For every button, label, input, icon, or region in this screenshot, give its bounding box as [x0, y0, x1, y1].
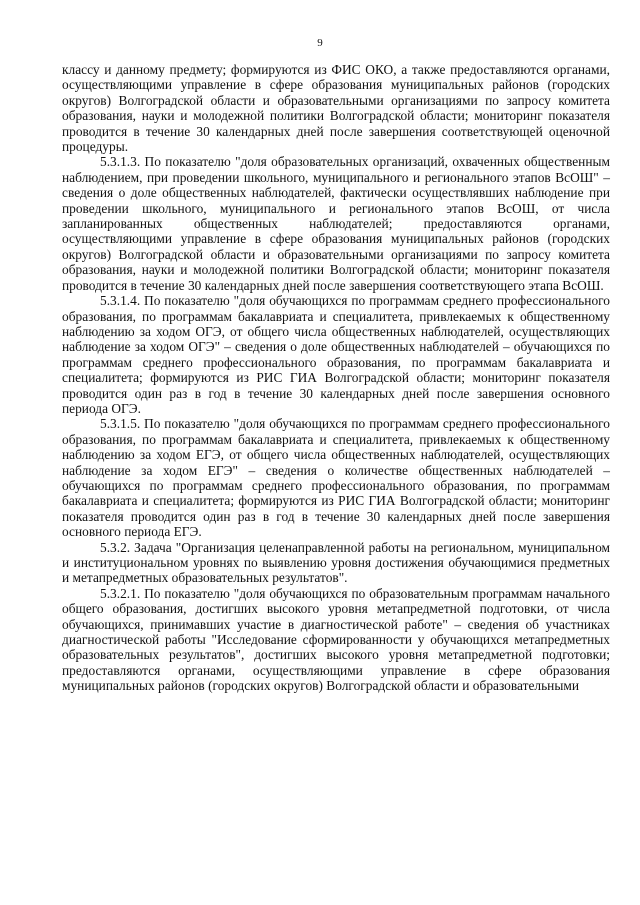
document-body [62, 62, 610, 694]
paragraph-5-3-2-1: 5.3.2.1. По показателю "доля обучающихся по образовательным программам начального общего образования, достигших высокого уровня метапредметной подготовки, от числа обучающихся, принимавших участие в диагностической работе" – сведения об участниках диагностической работы "Исследование сформированности у обучающихся метапредметных образовательных результатов", достигших высокого уровня метапредметной подготовки; предоставляются органами, осуществляющими управление в сфере образования муниципальных районов (городских округов) Волгоградской области и образовательными [62, 585, 610, 694]
paragraph-5-3-1-4: 5.3.1.4. По показателю "доля обучающихся по программам среднего профессионального образования, по программам бакалавриата и специалитета, привлекаемых к общественному наблюдению за ходом ОГЭ, от общего числа общественных наблюдателей, осуществляющих наблюдение за ходом ОГЭ" – сведения о доле общественных наблюдателей – обучающихся по программам среднего профессионального образования, по программам бакалавриата и специалитета; формируются из РИС ГИА Волгоградской области; мониторинг показателя проводится один раз в год в течение 30 календарных дней после завершения основного периода ОГЭ. [62, 293, 610, 416]
paragraph-5-3-1-3: 5.3.1.3. По показателю "доля образовательных организаций, охваченных общественным наблюдением, при проведении школьного, муниципального и регионального этапов ВсОШ" – сведения о доле общественных наблюдателей, фактически осуществлявших наблюдение при проведении школьного, муниципального и регионального этапов ВсОШ, от числа запланированных общественных наблюдателей; предоставляются органами, осуществляющими управление в сфере образования муниципальных районов (городских округов) Волгоградской области и образовательными организациями по запросу комитета образования, науки и молодежной политики Волгоградской области; мониторинг показателя проводится в течение 30 календарных дней после завершения соответствующего этапа ВсОШ. [62, 154, 610, 293]
paragraph-continuation: классу и данному предмету; формируются из ФИС ОКО, а также предоставляются органами, осуществляющими управление в сфере образования муниципальных районов (городских округов) Волгоградской области и образовательными организациями по запросу комитета образования, науки и молодежной политики Волгоградской области; мониторинг показателя проводится в течение 30 календарных дней после завершения соответствующей оценочной процедуры. [62, 62, 610, 155]
page-number: 9 [317, 37, 323, 49]
paragraph-5-3-1-5: 5.3.1.5. По показателю "доля обучающихся по программам среднего профессионального образования, по программам бакалавриата и специалитета, привлекаемых к общественному наблюдению за ходом ЕГЭ, от общего числа общественных наблюдателей, осуществляющих наблюдение за ходом ЕГЭ" – сведения о количестве общественных наблюдателей – обучающихся по программам среднего профессионального образования, по программам бакалавриата и специалитета; формируются из РИС ГИА Волгоградской области; мониторинг показателя проводится один раз в год в течение 30 календарных дней после завершения основного периода ЕГЭ. [62, 416, 610, 540]
paragraph-5-3-2: 5.3.2. Задача "Организация целенаправленной работы на региональном, муниципальном и институциональном уровнях по выявлению уровня достижения обучающимися предметных и метапредметных образовательных результатов". [62, 539, 610, 586]
